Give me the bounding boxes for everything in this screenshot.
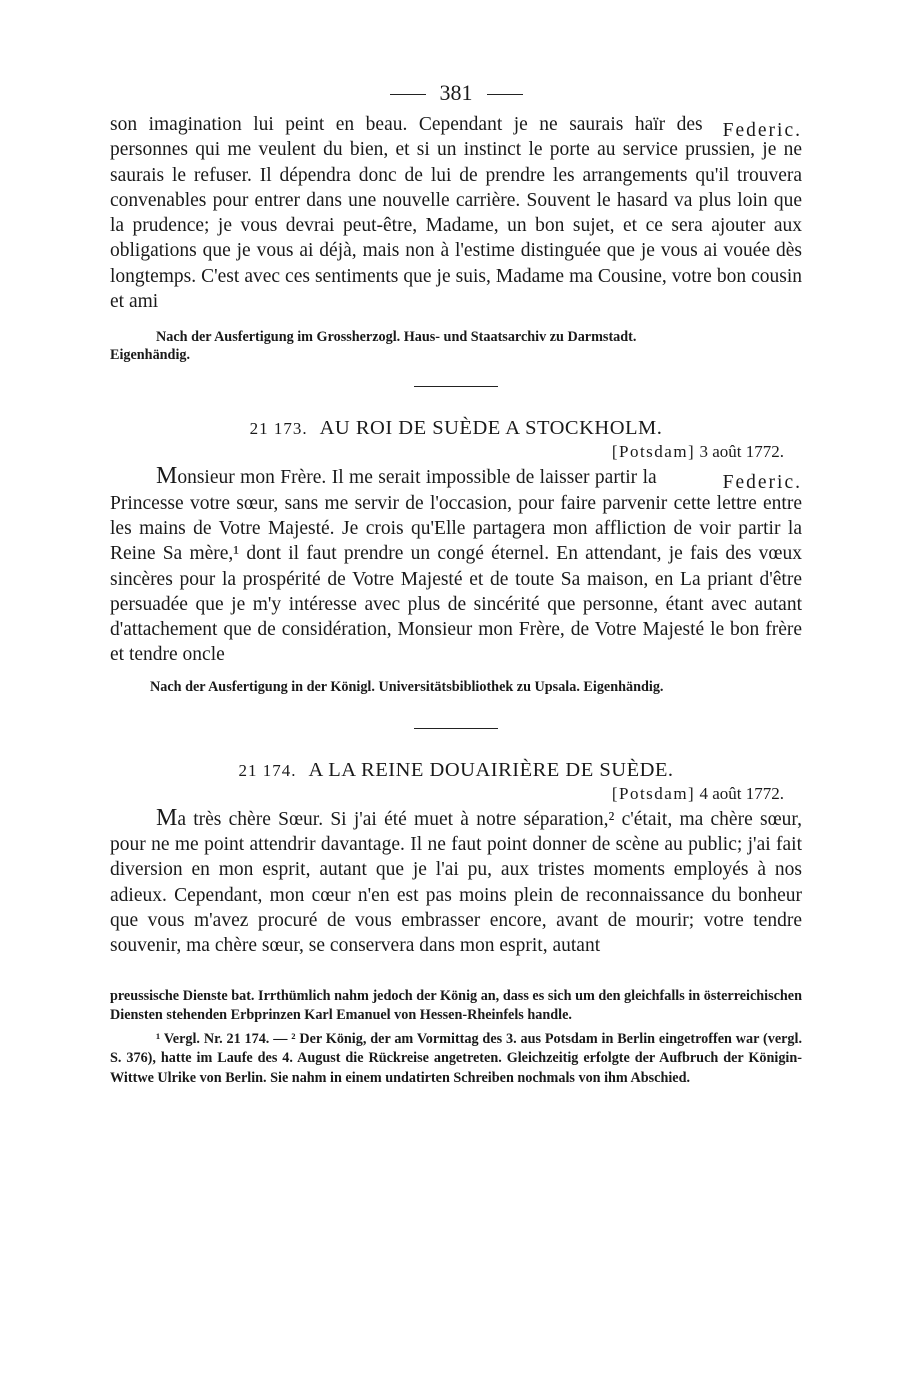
section-divider: [414, 386, 498, 387]
footnote-list: ¹ Vergl. Nr. 21 174. — ² Der König, der am Vormittag des 3. aus Potsdam in Berlin eingetroffen war (vergl. S. 376), hatte im Laufe des 4. August die Rückreise angetreten. Gleichzeitig erfolgte der Aufbruch der Königin-Wittwe Ulrike von Berlin. Sie nahm in einem undatirten Schreiben nochmals von ihm Abschied.: [110, 1030, 802, 1086]
letter2-date: 4 août 1772.: [699, 783, 784, 803]
letter2-body: [110, 806, 802, 959]
letter1-heading: [110, 417, 802, 440]
letter2-text: a très chère Sœur. Si j'ai été muet à notre séparation,² c'était, ma chère sœur, pour ne me point attendrir davantage. Il ne faut point donner de scène au public; j'ai fait diversion en mon esprit, autant que je l'ai pu, aux tristes moments employés à nos adieux. Cependant, mon cœur n'en est pas moins plein de reconnaissance du bonheur que vous m'avez procuré de vous embrasser encore, avant de mourir; votre tendre souvenir, ma chère sœur, se conservera dans mon esprit, autant: [110, 808, 802, 957]
letter2-title: A LA REINE DOUAIRIÈRE DE SUÈDE.: [308, 758, 674, 781]
letter1-date: 3 août 1772.: [699, 442, 784, 462]
letter1-dateline: [110, 442, 784, 462]
letter1-title: AU ROI DE SUÈDE A STOCKHOLM.: [319, 417, 663, 440]
letter2-dateline: [110, 784, 784, 804]
top-source-line1: Nach der Ausfertigung im Grossherzogl. Haus- und Staatsarchiv zu Darmstadt.: [156, 329, 637, 346]
page-header: [110, 80, 802, 112]
letter1-body: [110, 464, 802, 667]
header-dash-right: [487, 94, 523, 95]
letter1-place: [Potsdam]: [611, 442, 696, 462]
top-signature: Federic.: [722, 120, 802, 141]
letter1-initial: M: [156, 463, 178, 490]
letter2-number: 21 174.: [238, 760, 297, 780]
book-page: [110, 80, 802, 1088]
letter1-text: onsieur mon Frère. Il me serait impossible de laisser partir la Princesse votre sœur, sans me servir de l'occasion, pour faire parvenir cette lettre entre les mains de Votre Majesté. Je crois qu'Elle partagera mon affliction de voir partir la Reine Sa mère,¹ dont il faut prendre un congé éternel. En attendant, je fais des vœux sincères pour la prospérité de Votre Majesté et de toute Sa maison, en La priant d'être persuadée que je m'y intéresse avec plus de sincérité que personne, étant avec autant d'attachement que de considération, Monsieur mon Frère, de Votre Majesté le bon frère et tendre oncle: [110, 467, 802, 666]
top-source-note: [110, 328, 802, 364]
letter2-place: [Potsdam]: [611, 783, 696, 803]
letter1-source-note: Nach der Ausfertigung in der Königl. Universitätsbibliothek zu Upsala. Eigenhändig.: [150, 678, 664, 695]
top-source-line2: Eigenhändig.: [110, 347, 191, 364]
letter-continuation-text: son imagination lui peint en beau. Cependant je ne saurais haïr des personnes qui me veulent du bien, et si un instinct le porte au service prussien, je ne saurais le refuser. Il dépendra donc de lui de prendre les arrangements qu'il trouvera convenables pour entrer dans une nouvelle carrière. Souvent le hasard va plus loin que la prudence; je vous devrai peut-être, Madame, un bon sujet, et ce sera ajouter aux obligations que je vous ai déjà, mais non à l'estime distinguée que je vous ai vouée dès longtemps. C'est avec ces sentiments que je suis, Madame ma Cousine, votre bon cousin et ami: [110, 114, 802, 313]
page-number: 381: [439, 80, 473, 105]
footnotes: [110, 987, 802, 1089]
letter1-signature: Federic.: [722, 472, 802, 494]
letter2-heading: [110, 759, 802, 782]
footnote-continuation: preussische Dienste bat. Irrthümlich nahm jedoch der König an, dass es sich um den gleichfalls in österreichischen Diensten stehenden Erbprinzen Karl Emanuel von Hessen-Rheinfels handle.: [110, 987, 802, 1024]
letter2-initial: M: [156, 804, 178, 831]
letter1-number: 21 173.: [249, 419, 308, 439]
section-divider: [414, 728, 498, 729]
letter-continuation: [110, 112, 802, 314]
header-dash-left: [390, 94, 426, 95]
